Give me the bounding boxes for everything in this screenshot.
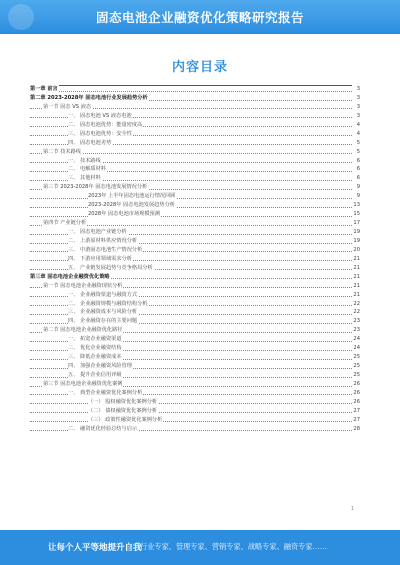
toc-entry-page: 25 <box>353 354 360 361</box>
toc-entry-title: 一、 固态电池产业链分析 <box>68 229 127 235</box>
toc-entry-title: 第三节 2023-2028年 固态电池发展情况分析 <box>43 184 148 191</box>
toc-leader-dots <box>30 198 352 199</box>
toc-entry-page: 13 <box>353 202 360 209</box>
toc-leader-dots <box>30 91 352 92</box>
toc-entry-title: 四、 企业融资存在的主要问题 <box>68 318 138 325</box>
toc-entry-page: 3 <box>352 103 360 112</box>
toc-entry-title: 一、 企业融资渠道与融资方式 <box>68 291 138 298</box>
toc-entry-title: 二、 上游原材料供应情况分析 <box>68 237 138 244</box>
toc-entry[interactable] <box>30 273 360 282</box>
toc-entry-page: 27 <box>353 416 360 423</box>
toc-entry-page: 21 <box>353 264 360 271</box>
toc-entry[interactable] <box>30 85 360 94</box>
toc-entry-page: 23 <box>353 318 360 325</box>
toc-entry-page: 26 <box>353 380 360 387</box>
toc-entry-page: 4 <box>352 121 360 130</box>
toc-entry-title: （二） 债权融资优化案例分析 <box>88 407 158 414</box>
toc-entry-page: 3 <box>352 94 360 103</box>
toc-leader-dots <box>30 216 352 217</box>
toc-entry-page: 24 <box>353 345 360 352</box>
toc-leader-dots <box>30 412 352 413</box>
toc-entry-title: 四、 固态电池劣势 <box>68 139 112 146</box>
footer-slogan: 让每个人平等地提升自我 <box>48 543 142 553</box>
toc-entry-title: 一、 拓宽企业融资渠道 <box>68 336 122 343</box>
toc-entry[interactable] <box>30 139 360 148</box>
toc-entry[interactable] <box>30 219 360 228</box>
toc-entry-page: 24 <box>353 336 360 343</box>
toc-entry-title: （三） 政策性融资优化案例分析 <box>88 416 163 423</box>
toc-entry-title: 2028年 固态电池市场规模预测 <box>88 211 160 218</box>
toc-entry-title: 第一节 固态 VS 液态 <box>43 103 92 110</box>
toc-entry-title: 第一节 固态电池企业融资现状分析 <box>43 282 123 289</box>
toc-heading: 内容目录 <box>171 60 228 75</box>
report-title: 固态电池企业融资优化策略研究报告 <box>95 10 304 25</box>
toc-entry-page: 5 <box>352 148 360 157</box>
toc-entry[interactable] <box>30 416 360 425</box>
toc-entry-page: 6 <box>352 165 360 174</box>
toc-entry[interactable] <box>30 246 360 255</box>
toc-leader-dots <box>30 403 352 404</box>
toc-entry-page: 19 <box>353 229 360 235</box>
toc-entry-page: 21 <box>353 291 360 298</box>
footer-bar <box>0 530 400 565</box>
toc-entry-title: 2023年 上半年固态电池运行情况回顾 <box>88 193 176 200</box>
toc-entry-title: 二、 固态电池优势：能量密度高 <box>68 121 143 128</box>
toc-entry-page: 5 <box>352 139 360 148</box>
toc-entry-title: 第一章 前言 <box>30 86 58 92</box>
toc-entry[interactable] <box>30 362 360 371</box>
toc-entry-title: 三、 其他材料 <box>68 175 101 182</box>
toc-entry-page: 20 <box>353 246 360 253</box>
toc-entry-page: 17 <box>353 220 360 227</box>
toc-entry-title: 第四节 产业链分析 <box>43 220 87 227</box>
toc-entry[interactable] <box>30 210 360 219</box>
toc-entry-page: 25 <box>353 372 360 378</box>
toc-entry-title: 三、 企业融资成本与风险分析 <box>68 309 138 316</box>
toc-entry-title: 二、 电解质材料 <box>68 166 106 173</box>
toc-entry[interactable] <box>30 192 360 201</box>
toc-entry-page: 21 <box>353 273 360 280</box>
toc-entry-title: 第二章 2023-2028年 固态电池行业发展趋势分析 <box>30 94 148 101</box>
toc-entry-title: 三、 固态电池优势：安全性 <box>68 130 132 137</box>
toc-entry-title: 五、 产业链发展趋势与竞争格局分析 <box>68 264 153 271</box>
toc-entry-page: 28 <box>353 425 360 432</box>
toc-entry[interactable] <box>30 94 360 103</box>
toc-entry-title: 第三章 固态电池企业融资优化策略 <box>30 273 110 280</box>
toc-entry[interactable] <box>30 201 360 210</box>
toc-leader-dots <box>30 421 352 422</box>
toc-entry-title: （一） 股权融资优化案例分析 <box>88 398 158 405</box>
toc-entry[interactable] <box>30 183 360 192</box>
toc-entry[interactable] <box>30 121 360 130</box>
toc-entry-page: 6 <box>352 174 360 183</box>
toc-entry-page: 3 <box>352 85 360 94</box>
toc-entry[interactable] <box>30 317 360 326</box>
toc-entry[interactable] <box>30 335 360 344</box>
toc-entry[interactable] <box>30 326 360 335</box>
toc-entry-page: 23 <box>353 327 360 334</box>
toc-entry[interactable] <box>30 398 360 407</box>
toc-entry-page: 15 <box>353 211 360 218</box>
toc-entry[interactable] <box>30 148 360 157</box>
footer-tagline: 行业专家、管理专家、营销专家、战略专家、融资专家…… <box>140 542 327 551</box>
toc-entry-page: 22 <box>353 309 360 316</box>
toc-entry-page: 9 <box>352 183 360 192</box>
toc-entry-page: 19 <box>353 237 360 244</box>
toc-entry[interactable] <box>30 282 360 291</box>
page-number: 1 <box>350 506 354 512</box>
toc-entry-title: 第二节 固态电池企业融资优化路径 <box>43 327 123 334</box>
toc-entry-page: 21 <box>353 282 360 289</box>
toc-entry-title: 一、 典型企业融资优化案例分析 <box>68 389 143 396</box>
toc-entry-title: 一、 固态电池 VS 液态电池 <box>68 112 132 119</box>
toc-entry[interactable] <box>30 255 360 264</box>
toc-entry-title: 一、 技术路线 <box>68 157 101 164</box>
toc-entry-title: 四、 加强企业融资风险管理 <box>68 363 132 370</box>
toc-entry-title: 2023-2028年 固态电池发展趋势分析 <box>88 202 175 209</box>
toc-entry[interactable] <box>30 380 360 389</box>
toc-entry-page: 3 <box>352 112 360 121</box>
toc-entry-page: 6 <box>352 157 360 166</box>
toc-entry[interactable] <box>30 344 360 353</box>
toc-entry-page: 9 <box>352 192 360 201</box>
toc-entry-title: 四、 下游应用领域需求分析 <box>68 255 132 262</box>
toc-entry-page: 4 <box>352 130 360 139</box>
toc-entry[interactable] <box>30 308 360 317</box>
toc-entry[interactable] <box>30 264 360 273</box>
toc-entry-page: 26 <box>353 398 360 405</box>
toc-entry-page: 26 <box>353 389 360 396</box>
toc-entry[interactable] <box>30 165 360 174</box>
toc-entry[interactable] <box>30 291 360 300</box>
table-of-contents <box>30 85 360 434</box>
toc-entry-title: 第二节 技术路线 <box>43 148 81 155</box>
toc-entry[interactable] <box>30 237 360 246</box>
toc-entry-title: 第三节 固态电池企业融资优化案例 <box>43 380 123 387</box>
toc-entry[interactable] <box>30 371 360 380</box>
toc-entry-page: 21 <box>353 255 360 262</box>
toc-entry-title: 三、 降低企业融资成本 <box>68 354 122 361</box>
toc-entry-page: 22 <box>353 300 360 307</box>
toc-entry[interactable] <box>30 103 360 112</box>
toc-entry[interactable] <box>30 300 360 309</box>
toc-leader-dots <box>30 207 352 208</box>
toc-entry-page: 27 <box>353 407 360 414</box>
toc-entry-title: 二、 企业融资规模与融资结构分析 <box>68 300 148 307</box>
toc-entry-title: 二、 优化企业融资结构 <box>68 345 122 352</box>
toc-entry[interactable] <box>30 407 360 416</box>
toc-entry-title: 五、 提升企业信用评级 <box>68 372 122 378</box>
toc-entry[interactable] <box>30 112 360 121</box>
toc-entry[interactable] <box>30 130 360 139</box>
toc-top-rule <box>30 85 360 86</box>
toc-entry-title: 三、 中游固态电池生产情况分析 <box>68 246 143 253</box>
toc-entry[interactable] <box>30 425 360 434</box>
toc-entry[interactable] <box>30 389 360 398</box>
header-bar <box>0 0 400 34</box>
toc-entry-page: 25 <box>353 363 360 370</box>
toc-entry[interactable] <box>30 157 360 166</box>
toc-entry[interactable] <box>30 228 360 237</box>
toc-entry-title: 二、 融资优化经验总结与启示 <box>68 425 138 432</box>
toc-entry[interactable] <box>30 174 360 183</box>
toc-entry[interactable] <box>30 353 360 362</box>
